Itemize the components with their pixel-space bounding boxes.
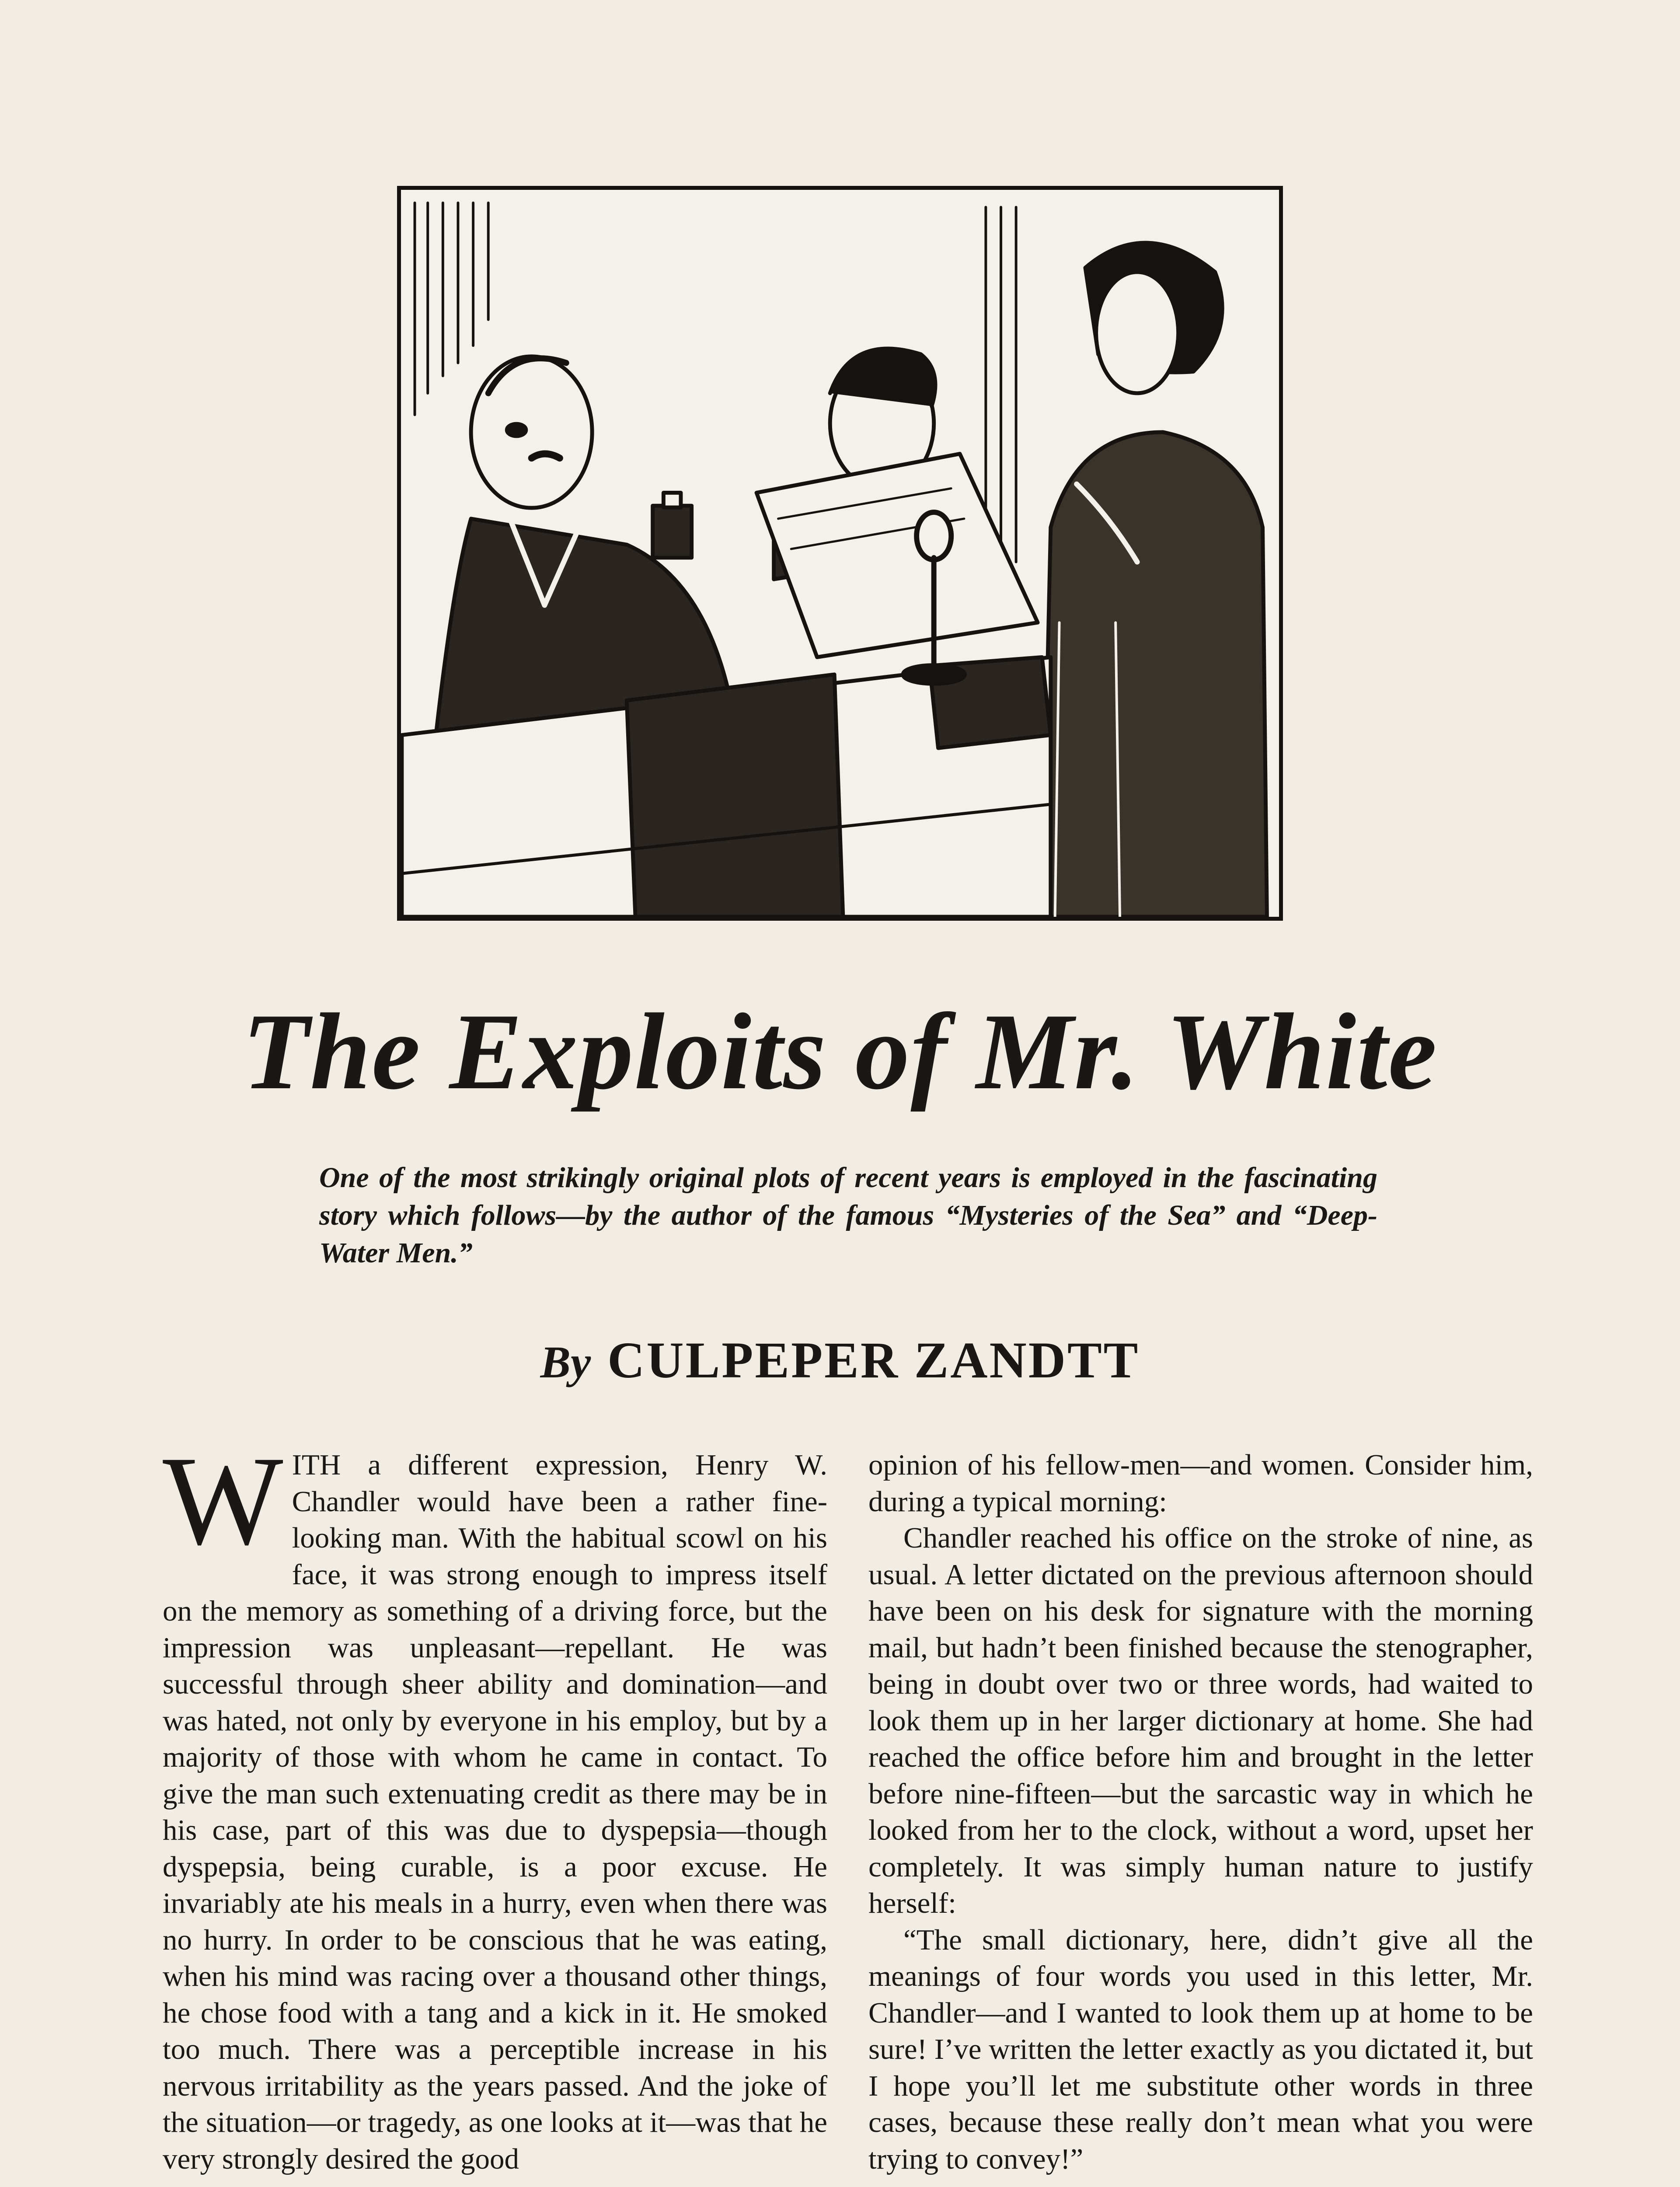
drop-cap: W bbox=[163, 1430, 283, 1572]
paragraph-stenographer-quote: “The small dictionary, here, didn’t give all the meanings of four words you used in this letter, Mr. Chandler—and I wanted to look them up at home to be sure! I’ve written the letter exactly as you dictated it, but I hope you’ll let me substitute other words in three cases, because these really don’t mean what you were trying to convey!” bbox=[868, 1923, 1533, 2175]
article-intro: One of the most strikingly original plots of recent years is employed in the fascinating story which follows—by the author of the famous “Mysteries of the Sea” and “Deep-Water Men.” bbox=[319, 1162, 1377, 1269]
paragraph-text: ITH a different expression, Henry W. Chandler would have been a rather fine-looking man. With the habitual scowl on his face, it was strong enough to impress itself on the memory as something of a driving force, but the impression was unpleasant—repellant. He was successful through sheer ability and domination—and was hated, not only by everyone in his employ, but by a majority of those with whom he came in contact. To give the man such extenuating credit as there may be in his case, part of this was due to dyspepsia—though dyspepsia, being curable, is a poor excuse. He invariably ate his meals in a hurry, even when there was no hurry. In order to be conscious that he was eating, when his mind was racing over a thousand other things, he chose food with a tang and a kick in it. He smoked too much. There was a perceptible increase in his nervous irritability as the years passed. And the joke of the situation—or tragedy, as one looks at it—was that he very strongly desired the good bbox=[163, 1449, 827, 2175]
byline-prefix: By bbox=[540, 1337, 591, 1387]
paragraph-continued: opinion of his fellow-men—and women. Consider him, during a typical morning: bbox=[868, 1449, 1533, 1518]
right-column bbox=[868, 1447, 1533, 2177]
article-title: The Exploits of Mr. White bbox=[242, 991, 1438, 1112]
story-illustration bbox=[397, 186, 1283, 921]
papers bbox=[756, 454, 1038, 657]
inkwell-icon bbox=[653, 493, 692, 558]
left-column bbox=[163, 1430, 827, 2177]
author-name: CULPEPER ZANDTT bbox=[607, 1331, 1140, 1389]
standing-woman bbox=[1042, 243, 1267, 917]
paragraph-opening bbox=[163, 1430, 827, 2177]
paragraph-chandler-office: Chandler reached his office on the stroke of nine, as usual. A letter dictated on the previous afternoon should have been on his desk for signature with the morning mail, but hadn’t been finished because the stenographer, being in doubt over two or three words, had waited to look them up in her larger dictionary at home. She had reached the office before him and brought in the letter before nine-fifteen—but the sarcastic way in which he looked from her to the clock, without a word, upset her completely. It was simply human nature to justify herself: bbox=[868, 1522, 1533, 1919]
byline bbox=[0, 1328, 1680, 1395]
office-scene-icon bbox=[401, 190, 1279, 917]
